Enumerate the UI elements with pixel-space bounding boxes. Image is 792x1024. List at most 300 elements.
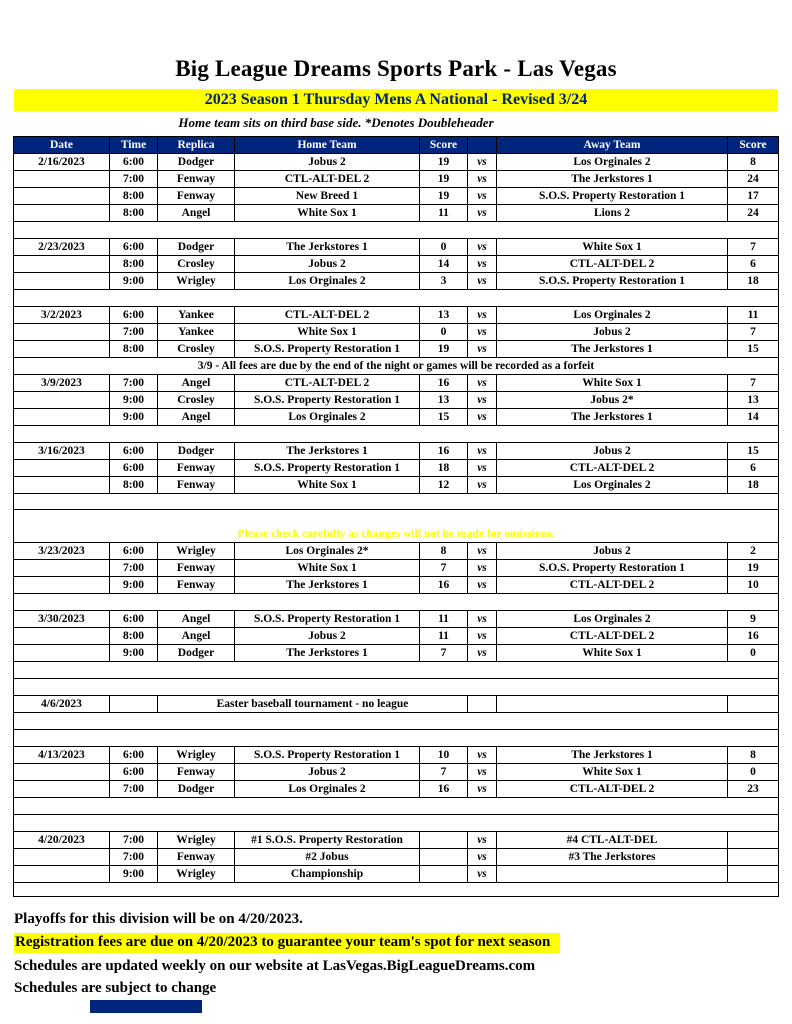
time-cell: 7:00 — [110, 324, 158, 341]
vs-label: vs — [468, 747, 497, 764]
away-team-cell: Jobus 2 — [497, 443, 728, 460]
time-cell: 6:00 — [110, 543, 158, 560]
away-score-cell: 13 — [728, 392, 779, 409]
home-team-cell: Los Orginales 2* — [235, 543, 420, 560]
date-cell — [14, 577, 110, 594]
home-team-cell: S.O.S. Property Restoration 1 — [235, 341, 420, 358]
away-score-cell: 6 — [728, 256, 779, 273]
date-cell: 3/16/2023 — [14, 443, 110, 460]
game-row — [14, 764, 779, 781]
replica-cell: Dodger — [158, 154, 235, 171]
home-team-cell: White Sox 1 — [235, 560, 420, 577]
away-team-cell: Los Orginales 2 — [497, 477, 728, 494]
home-score-cell: 11 — [420, 628, 468, 645]
away-score-cell — [728, 849, 779, 866]
away-team-cell: The Jerkstores 1 — [497, 409, 728, 426]
home-score-cell: 15 — [420, 409, 468, 426]
separator-row — [14, 883, 779, 897]
away-team-cell: White Sox 1 — [497, 239, 728, 256]
date-cell — [14, 781, 110, 798]
vs-label: vs — [468, 256, 497, 273]
spacer-row — [14, 713, 779, 730]
separator-row — [14, 290, 779, 307]
away-team-cell: The Jerkstores 1 — [497, 341, 728, 358]
replica-cell: Yankee — [158, 307, 235, 324]
game-row — [14, 188, 779, 205]
time-cell: 6:00 — [110, 611, 158, 628]
home-score-cell: 3 — [420, 273, 468, 290]
time-cell: 7:00 — [110, 375, 158, 392]
time-cell: 9:00 — [110, 866, 158, 883]
game-row — [14, 460, 779, 477]
home-score-cell: 0 — [420, 239, 468, 256]
replica-cell: Wrigley — [158, 747, 235, 764]
time-cell: 8:00 — [110, 188, 158, 205]
time-cell: 7:00 — [110, 832, 158, 849]
replica-cell: Angel — [158, 205, 235, 222]
header-date: Date — [14, 137, 110, 154]
replica-cell: Crosley — [158, 341, 235, 358]
event-date-cell: 4/6/2023 — [14, 696, 110, 713]
home-score-cell: 14 — [420, 256, 468, 273]
date-cell: 3/9/2023 — [14, 375, 110, 392]
replica-cell: Wrigley — [158, 832, 235, 849]
game-row — [14, 477, 779, 494]
away-score-cell: 15 — [728, 443, 779, 460]
replica-cell: Fenway — [158, 188, 235, 205]
home-team-cell: CTL-ALT-DEL 2 — [235, 375, 420, 392]
away-score-cell: 7 — [728, 375, 779, 392]
vs-label: vs — [468, 477, 497, 494]
home-score-cell: 7 — [420, 645, 468, 662]
roster-freeze-line2: Please check carefully as changes will not be made for omissions. — [237, 528, 555, 540]
replica-cell: Dodger — [158, 239, 235, 256]
away-team-cell: CTL-ALT-DEL 2 — [497, 577, 728, 594]
time-cell: 7:00 — [110, 781, 158, 798]
spacer — [14, 679, 779, 696]
vs-label: vs — [468, 611, 497, 628]
home-team-cell: Championship — [235, 866, 420, 883]
time-cell: 8:00 — [110, 341, 158, 358]
website-note: Schedules are updated weekly on our website at LasVegas.BigLeagueDreams.com — [14, 958, 536, 974]
vs-label: vs — [468, 392, 497, 409]
separator-bar — [14, 662, 779, 679]
fees-due-notice: 3/9 - All fees are due by the end of the night or games will be recorded as a forfeit — [14, 358, 779, 375]
time-cell: 9:00 — [110, 645, 158, 662]
home-score-cell: 16 — [420, 375, 468, 392]
away-team-cell: S.O.S. Property Restoration 1 — [497, 273, 728, 290]
time-cell: 8:00 — [110, 628, 158, 645]
date-cell: 2/16/2023 — [14, 154, 110, 171]
replica-cell: Fenway — [158, 849, 235, 866]
vs-label: vs — [468, 171, 497, 188]
home-score-cell: 7 — [420, 764, 468, 781]
away-score-cell: 10 — [728, 577, 779, 594]
away-score-cell — [728, 832, 779, 849]
spacer — [14, 713, 779, 730]
date-cell: 4/20/2023 — [14, 832, 110, 849]
replica-cell: Angel — [158, 628, 235, 645]
subject-to-change-note: Schedules are subject to change — [14, 980, 217, 996]
away-team-cell: Los Orginales 2 — [497, 307, 728, 324]
away-team-cell: Lions 2 — [497, 205, 728, 222]
vs-label: vs — [468, 866, 497, 883]
time-cell: 7:00 — [110, 849, 158, 866]
away-team-cell: Los Orginales 2 — [497, 154, 728, 171]
season-banner: 2023 Season 1 Thursday Mens A National - Revised 3/24 — [14, 89, 778, 111]
away-score-cell: 0 — [728, 645, 779, 662]
home-team-cell: The Jerkstores 1 — [235, 239, 420, 256]
home-score-cell: 19 — [420, 154, 468, 171]
away-team-cell: S.O.S. Property Restoration 1 — [497, 560, 728, 577]
vs-label: vs — [468, 239, 497, 256]
replica-cell: Dodger — [158, 645, 235, 662]
vs-label: vs — [468, 543, 497, 560]
home-team-cell: S.O.S. Property Restoration 1 — [235, 460, 420, 477]
home-score-cell: 19 — [420, 171, 468, 188]
home-team-cell: Los Orginales 2 — [235, 409, 420, 426]
replica-cell: Fenway — [158, 577, 235, 594]
game-row — [14, 577, 779, 594]
date-cell — [14, 460, 110, 477]
replica-cell: Fenway — [158, 560, 235, 577]
date-cell — [14, 849, 110, 866]
game-row — [14, 849, 779, 866]
game-row — [14, 409, 779, 426]
vs-label: vs — [468, 764, 497, 781]
home-team-cell: CTL-ALT-DEL 2 — [235, 307, 420, 324]
game-row — [14, 375, 779, 392]
home-score-cell: 13 — [420, 307, 468, 324]
separator-row — [14, 798, 779, 815]
time-cell: 7:00 — [110, 560, 158, 577]
event-label: Easter baseball tournament - no league — [158, 696, 468, 713]
away-team-cell: Jobus 2 — [497, 543, 728, 560]
vs-label: vs — [468, 781, 497, 798]
home-team-cell: The Jerkstores 1 — [235, 645, 420, 662]
spacer-row — [14, 815, 779, 832]
game-row — [14, 154, 779, 171]
event-row — [14, 696, 779, 713]
home-team-cell: S.O.S. Property Restoration 1 — [235, 392, 420, 409]
game-row — [14, 239, 779, 256]
time-cell: 8:00 — [110, 205, 158, 222]
away-team-cell: White Sox 1 — [497, 645, 728, 662]
event-empty-cell — [468, 696, 497, 713]
time-cell: 7:00 — [110, 171, 158, 188]
home-team-note: Home team sits on third base side. *Denotes Doubleheader — [178, 115, 494, 130]
game-row — [14, 781, 779, 798]
away-team-cell: Jobus 2 — [497, 324, 728, 341]
date-cell — [14, 866, 110, 883]
home-team-cell: Los Orginales 2 — [235, 273, 420, 290]
time-cell: 6:00 — [110, 443, 158, 460]
vs-label: vs — [468, 460, 497, 477]
time-cell: 9:00 — [110, 409, 158, 426]
schedule-header-row — [14, 137, 779, 154]
time-cell: 6:00 — [110, 764, 158, 781]
home-score-cell: 10 — [420, 747, 468, 764]
separator-bar — [14, 494, 779, 510]
separator-bar — [14, 883, 779, 897]
away-score-cell: 17 — [728, 188, 779, 205]
replica-cell: Wrigley — [158, 273, 235, 290]
replica-cell: Angel — [158, 375, 235, 392]
game-row — [14, 307, 779, 324]
away-score-cell: 6 — [728, 460, 779, 477]
vs-label: vs — [468, 560, 497, 577]
time-cell: 9:00 — [110, 577, 158, 594]
time-cell: 8:00 — [110, 477, 158, 494]
date-cell — [14, 409, 110, 426]
away-score-cell: 19 — [728, 560, 779, 577]
date-cell — [14, 628, 110, 645]
home-score-cell: 8 — [420, 543, 468, 560]
vs-label: vs — [468, 205, 497, 222]
away-score-cell: 14 — [728, 409, 779, 426]
away-team-cell: White Sox 1 — [497, 375, 728, 392]
home-team-cell: Jobus 2 — [235, 764, 420, 781]
schedule-table — [13, 136, 779, 897]
home-score-cell: 16 — [420, 577, 468, 594]
replica-cell: Crosley — [158, 256, 235, 273]
time-cell: 6:00 — [110, 307, 158, 324]
date-cell — [14, 188, 110, 205]
vs-label: vs — [468, 273, 497, 290]
away-team-cell: #4 CTL-ALT-DEL — [497, 832, 728, 849]
away-score-cell: 24 — [728, 205, 779, 222]
date-cell: 2/23/2023 — [14, 239, 110, 256]
home-score-cell: 0 — [420, 324, 468, 341]
home-score-cell — [420, 849, 468, 866]
date-cell: 3/2/2023 — [14, 307, 110, 324]
date-cell — [14, 324, 110, 341]
away-score-cell: 24 — [728, 171, 779, 188]
vs-label: vs — [468, 341, 497, 358]
home-team-cell: Jobus 2 — [235, 256, 420, 273]
game-row — [14, 747, 779, 764]
roster-freeze-line1: 3/23 -Rosters are frozen after tonight, only players with their names on the signed roster are eligible for playoffs. — [121, 512, 671, 524]
date-cell: 4/13/2023 — [14, 747, 110, 764]
replica-cell: Fenway — [158, 764, 235, 781]
date-cell — [14, 764, 110, 781]
date-cell: 3/30/2023 — [14, 611, 110, 628]
header-away-score: Score — [728, 137, 779, 154]
header-home-score: Score — [420, 137, 468, 154]
date-cell — [14, 392, 110, 409]
date-cell — [14, 477, 110, 494]
separator-row — [14, 494, 779, 510]
vs-label: vs — [468, 577, 497, 594]
away-score-cell: 9 — [728, 611, 779, 628]
away-score-cell: 18 — [728, 477, 779, 494]
separator-bar — [14, 798, 779, 815]
away-score-cell: 7 — [728, 239, 779, 256]
time-cell: 8:00 — [110, 256, 158, 273]
away-score-cell: 8 — [728, 747, 779, 764]
header-time: Time — [110, 137, 158, 154]
date-cell: 3/23/2023 — [14, 543, 110, 560]
playoffs-note: Playoffs for this division will be on 4/20/2023. — [14, 911, 303, 927]
separator-row — [14, 222, 779, 239]
away-team-cell: Jobus 2* — [497, 392, 728, 409]
home-team-cell: White Sox 1 — [235, 324, 420, 341]
separator-row — [14, 730, 779, 747]
separator-row — [14, 426, 779, 443]
vs-label: vs — [468, 628, 497, 645]
notice-row — [14, 358, 779, 375]
vs-label: vs — [468, 307, 497, 324]
away-team-cell: The Jerkstores 1 — [497, 747, 728, 764]
separator-bar — [14, 594, 779, 611]
home-score-cell: 16 — [420, 443, 468, 460]
replica-cell: Fenway — [158, 171, 235, 188]
separator-bar — [14, 290, 779, 307]
game-row — [14, 560, 779, 577]
away-team-cell: #3 The Jerkstores — [497, 849, 728, 866]
away-score-cell: 11 — [728, 307, 779, 324]
time-cell: 6:00 — [110, 239, 158, 256]
time-cell: 6:00 — [110, 747, 158, 764]
away-team-cell: CTL-ALT-DEL 2 — [497, 256, 728, 273]
away-team-cell: Los Orginales 2 — [497, 611, 728, 628]
page-title: Big League Dreams Sports Park - Las Vegas — [175, 56, 617, 81]
away-score-cell: 0 — [728, 764, 779, 781]
time-cell: 9:00 — [110, 392, 158, 409]
separator-bar — [14, 730, 779, 747]
registration-fees-note: Registration fees are due on 4/20/2023 to guarantee your team's spot for next season — [14, 933, 560, 953]
away-team-cell: CTL-ALT-DEL 2 — [497, 781, 728, 798]
away-team-cell: CTL-ALT-DEL 2 — [497, 628, 728, 645]
game-row — [14, 324, 779, 341]
home-team-cell: White Sox 1 — [235, 205, 420, 222]
replica-cell: Dodger — [158, 781, 235, 798]
home-score-cell: 19 — [420, 341, 468, 358]
away-team-cell: S.O.S. Property Restoration 1 — [497, 188, 728, 205]
game-row — [14, 832, 779, 849]
replica-cell: Wrigley — [158, 866, 235, 883]
home-team-cell: Los Orginales 2 — [235, 781, 420, 798]
home-team-cell: White Sox 1 — [235, 477, 420, 494]
home-team-cell: CTL-ALT-DEL 2 — [235, 171, 420, 188]
time-cell: 6:00 — [110, 460, 158, 477]
away-score-cell: 18 — [728, 273, 779, 290]
replica-cell: Crosley — [158, 392, 235, 409]
game-row — [14, 341, 779, 358]
home-team-cell: S.O.S. Property Restoration 1 — [235, 747, 420, 764]
home-score-cell: 7 — [420, 560, 468, 577]
away-score-cell: 8 — [728, 154, 779, 171]
game-row — [14, 611, 779, 628]
home-team-cell: #2 Jobus — [235, 849, 420, 866]
date-cell — [14, 341, 110, 358]
footer-notes — [14, 911, 792, 997]
home-score-cell: 16 — [420, 781, 468, 798]
away-score-cell — [728, 866, 779, 883]
game-row — [14, 171, 779, 188]
game-row — [14, 543, 779, 560]
game-row — [14, 273, 779, 290]
time-cell: 6:00 — [110, 154, 158, 171]
away-score-cell: 23 — [728, 781, 779, 798]
replica-cell: Yankee — [158, 324, 235, 341]
roster-freeze-notice — [14, 510, 779, 543]
schedule-table-body — [14, 154, 779, 897]
home-score-cell — [420, 866, 468, 883]
date-cell — [14, 560, 110, 577]
home-score-cell: 13 — [420, 392, 468, 409]
header-home-team: Home Team — [235, 137, 420, 154]
vs-label: vs — [468, 188, 497, 205]
vs-label: vs — [468, 832, 497, 849]
away-score-cell: 7 — [728, 324, 779, 341]
away-team-cell: White Sox 1 — [497, 764, 728, 781]
vs-label: vs — [468, 443, 497, 460]
away-team-cell: The Jerkstores 1 — [497, 171, 728, 188]
vs-label: vs — [468, 645, 497, 662]
game-row — [14, 866, 779, 883]
home-score-cell: 12 — [420, 477, 468, 494]
vs-label: vs — [468, 324, 497, 341]
header-vs — [468, 137, 497, 154]
event-empty-cell — [497, 696, 728, 713]
header-replica: Replica — [158, 137, 235, 154]
home-team-cell: S.O.S. Property Restoration 1 — [235, 611, 420, 628]
vs-label: vs — [468, 409, 497, 426]
vs-label: vs — [468, 154, 497, 171]
game-row — [14, 392, 779, 409]
away-team-cell — [497, 866, 728, 883]
date-cell — [14, 205, 110, 222]
away-score-cell: 15 — [728, 341, 779, 358]
home-team-cell: #1 S.O.S. Property Restoration — [235, 832, 420, 849]
date-cell — [14, 256, 110, 273]
home-team-cell: Jobus 2 — [235, 154, 420, 171]
header-away-team: Away Team — [497, 137, 728, 154]
replica-cell: Angel — [158, 611, 235, 628]
game-row — [14, 256, 779, 273]
game-row — [14, 628, 779, 645]
replica-cell: Angel — [158, 409, 235, 426]
replica-cell: Fenway — [158, 477, 235, 494]
home-team-cell: Jobus 2 — [235, 628, 420, 645]
game-row — [14, 443, 779, 460]
home-score-cell: 11 — [420, 205, 468, 222]
game-row — [14, 205, 779, 222]
date-cell — [14, 171, 110, 188]
home-team-cell: The Jerkstores 1 — [235, 577, 420, 594]
separator-bar — [14, 426, 779, 443]
away-team-cell: CTL-ALT-DEL 2 — [497, 460, 728, 477]
bottom-blue-bar — [90, 1000, 202, 1013]
time-cell: 9:00 — [110, 273, 158, 290]
event-empty-cell — [110, 696, 158, 713]
replica-cell: Fenway — [158, 460, 235, 477]
vs-label: vs — [468, 849, 497, 866]
date-cell — [14, 645, 110, 662]
separator-row — [14, 662, 779, 679]
spacer — [14, 815, 779, 832]
event-empty-cell — [728, 696, 779, 713]
home-score-cell: 19 — [420, 188, 468, 205]
replica-cell: Dodger — [158, 443, 235, 460]
separator-row — [14, 594, 779, 611]
spacer-row — [14, 679, 779, 696]
notice-row — [14, 510, 779, 543]
separator-bar — [14, 222, 779, 239]
home-score-cell: 18 — [420, 460, 468, 477]
game-row — [14, 645, 779, 662]
